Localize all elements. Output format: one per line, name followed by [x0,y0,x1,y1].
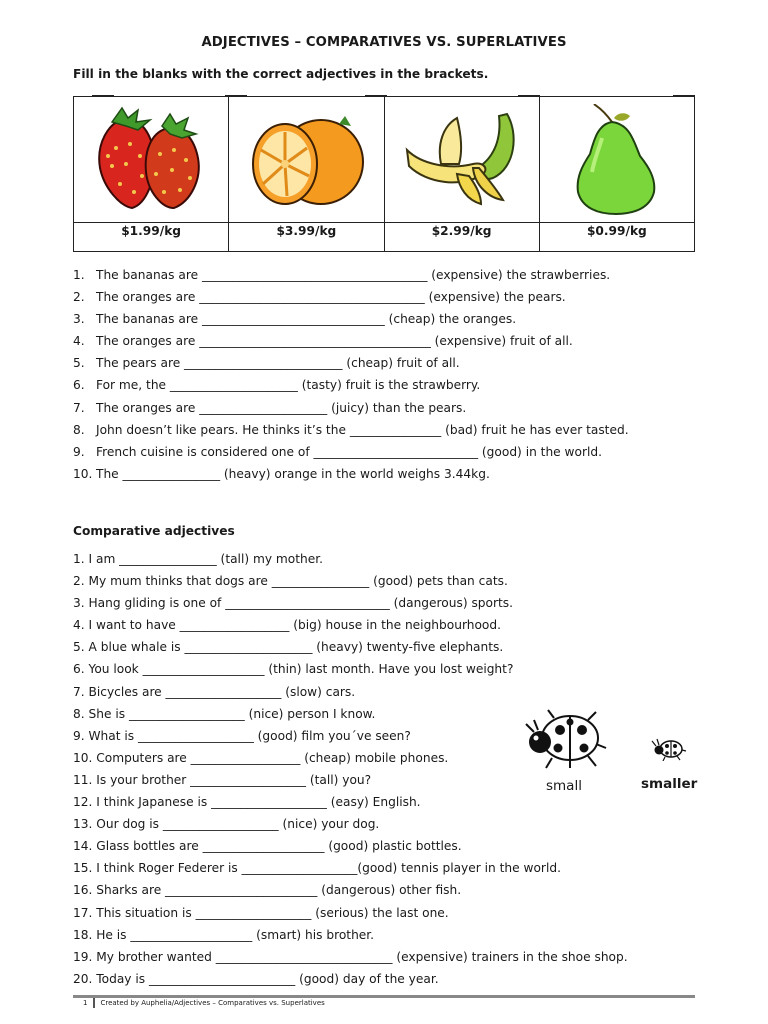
list-item: 3. The bananas are ______________________________ (cheap) the oranges. [73,312,517,327]
footer-separator [93,998,95,1008]
list-item: 1. The bananas are _____________________________________ (expensive) the strawberries. [73,268,611,282]
small-label: small [546,778,582,794]
list-item: 8. John doesn’t like pears. He thinks it’s the _______________ (bad) fruit he has ever tasted. [73,422,629,437]
list-item: 11. Is your brother ___________________ (tall) you? [73,772,372,787]
list-item: 5. The pears are __________________________ (cheap) fruit of all. [73,356,460,371]
exercise-1-list [73,268,629,489]
smaller-label: smaller [641,776,698,792]
list-item: 15. I think Roger Federer is ___________________(good) tennis player in the world. [73,861,561,876]
list-item: 8. She is ___________________ (nice) person I know. [73,706,376,721]
page-footer [83,998,325,1008]
list-item: 13. Our dog is ___________________ (nice) your dog. [73,817,380,832]
price-bananas: $2.99/kg [431,224,492,238]
small-ladybug-icon [651,735,687,761]
list-item: 2. My mum thinks that dogs are ________________ (good) pets than cats. [73,574,508,589]
list-item: 4. I want to have __________________ (big) house in the neighbourhood. [73,618,501,633]
list-item: 7. The oranges are _____________________ (juicy) than the pears. [73,400,467,415]
list-item: 18. He is ____________________ (smart) his brother. [73,927,375,942]
list-item: 16. Sharks are _________________________ (dangerous) other fish. [73,883,462,898]
worksheet-title: ADJECTIVES – COMPARATIVES VS. SUPERLATIVES [201,35,567,50]
list-item: 9. French cuisine is considered one of ___________________________ (good) in the world. [73,444,602,459]
list-item: 6. For me, the _____________________ (tasty) fruit is the strawberry. [73,378,481,393]
list-item: 6. You look ____________________ (thin) last month. Have you lost weight? [73,662,514,677]
pear-icon [552,104,682,216]
fruit-column-oranges [228,97,383,251]
list-item: 9. What is ___________________ (good) film you´ve seen? [73,728,411,743]
exercise-2-list [73,552,628,994]
fruit-column-pear [539,97,694,251]
fruit-price-table [73,96,695,252]
strawberries-icon [86,104,216,216]
bananas-icon [397,104,527,216]
list-item: 12. I think Japanese is ___________________ (easy) English. [73,795,421,810]
list-item: 19. My brother wanted _____________________________ (expensive) trainers in the shoe shop. [73,949,628,964]
list-item: 7. Bicycles are ___________________ (slow) cars. [73,684,356,699]
footer-credit: Created by Auphelia/Adjectives – Comparatives vs. Superlatives [100,999,325,1007]
large-ladybug-icon [524,704,608,770]
list-item: 20. Today is ________________________ (good) day of the year. [73,971,439,986]
fruit-column-strawberries [74,97,228,251]
list-item: 4. The oranges are ______________________________________ (expensive) fruit of all. [73,334,573,349]
oranges-icon [241,104,371,216]
list-item: 2. The oranges are _____________________________________ (expensive) the pears. [73,290,566,305]
list-item: 10. The ________________ (heavy) orange in the world weighs 3.44kg. [73,466,490,481]
list-item: 5. A blue whale is _____________________ (heavy) twenty-five elephants. [73,640,504,655]
list-item: 3. Hang gliding is one of ___________________________ (dangerous) sports. [73,596,513,611]
instruction: Fill in the blanks with the correct adjectives in the brackets. [73,67,489,81]
price-pear: $0.99/kg [586,224,647,238]
section-heading-comparative: Comparative adjectives [73,524,235,538]
price-oranges: $3.99/kg [276,224,337,238]
page-number: 1 [83,999,88,1007]
list-item: 10. Computers are __________________ (cheap) mobile phones. [73,750,449,765]
price-strawberries: $1.99/kg [121,224,182,238]
list-item: 17. This situation is ___________________ (serious) the last one. [73,905,449,920]
fruit-column-bananas [384,97,539,251]
list-item: 14. Glass bottles are ____________________ (good) plastic bottles. [73,839,462,854]
list-item: 1. I am ________________ (tall) my mother. [73,552,324,566]
